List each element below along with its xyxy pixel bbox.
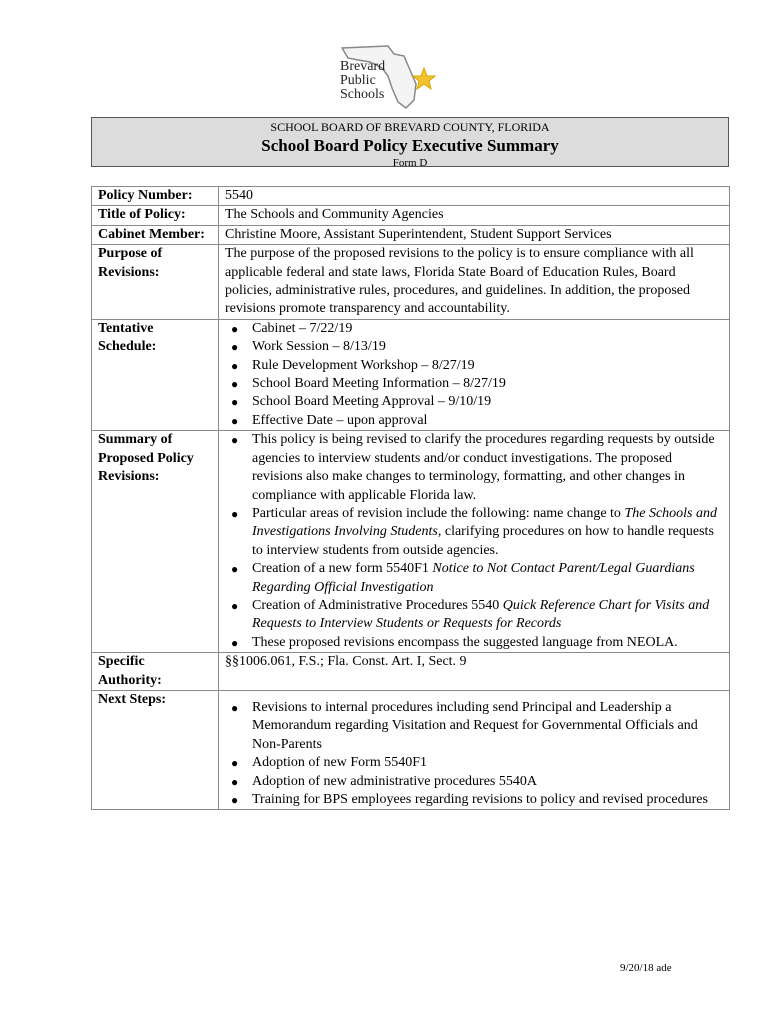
row-policy-number: [92, 187, 730, 206]
bullet-icon: ●: [231, 358, 239, 373]
row-schedule: [92, 319, 730, 430]
logo-line-3: Schools: [340, 87, 385, 102]
list-item: ● Creation of a new form 5540F1 Notice to Not Contact Parent/Legal Guardians Regarding Official Investigation: [231, 561, 695, 595]
schedule-label-line-2: Schedule:: [98, 339, 157, 355]
page-title: School Board Policy Executive Summary: [261, 136, 559, 155]
list-item: ● Creation of Administrative Procedures 5540 Quick Reference Chart for Visits and Requests to Interview Students or Requests for Records: [231, 597, 710, 632]
list-item: ● Adoption of new Form 5540F1: [225, 754, 725, 772]
authority-label-line-2: Authority:: [98, 672, 162, 688]
schedule-list-cell: [219, 319, 730, 430]
row-next-steps: [92, 690, 730, 809]
summary-label-line-1: Summary of: [98, 432, 173, 448]
logo-line-1: Brevard: [340, 59, 386, 74]
purpose-label: [92, 245, 219, 320]
row-title: [92, 206, 730, 225]
bullet-icon: ●: [231, 774, 239, 789]
list-item: ● School Board Meeting Information – 8/27/19: [225, 375, 725, 393]
authority-label: [92, 653, 219, 691]
policy-summary-table: [91, 186, 730, 810]
purpose-label-line-2: Revisions:: [98, 264, 160, 280]
authority-label-line-1: Specific: [98, 654, 145, 670]
title-label: Title of Policy:: [92, 206, 219, 225]
brevard-public-schools-logo: [330, 40, 440, 112]
row-summary: [92, 431, 730, 653]
logo-line-2: Public: [340, 73, 376, 88]
summary-list-cell: [219, 431, 730, 653]
cabinet-label: Cabinet Member:: [92, 225, 219, 244]
bullet-icon: ●: [231, 635, 239, 650]
list-item: ● These proposed revisions encompass the suggested language from NEOLA.: [225, 634, 725, 652]
list-item: ● School Board Meeting Approval – 9/10/19: [225, 393, 725, 411]
summary-label-line-2: Proposed Policy: [98, 450, 194, 466]
list-item: ● Effective Date – upon approval: [225, 412, 725, 430]
title-value: The Schools and Community Agencies: [219, 206, 730, 225]
summary-label-line-3: Revisions:: [98, 469, 160, 485]
summary-label: [92, 431, 219, 653]
next-steps-list-cell: [219, 690, 730, 809]
bullet-icon: ●: [231, 793, 239, 807]
footer-date: 9/20/18 ade: [620, 962, 672, 974]
schedule-label-line-1: Tentative: [98, 320, 154, 336]
list-item: ● Adoption of new administrative procedures 5540A: [225, 773, 725, 791]
cabinet-value: Christine Moore, Assistant Superintendent, Student Support Services: [219, 225, 730, 244]
form-label: Form D: [392, 157, 428, 169]
purpose-value: The purpose of the proposed revisions to the policy is to ensure compliance with all applicable federal and state laws, Florida State Board of Education Rules, Board policies, administrative rules, procedures, and guidelines. In addition, the proposed revisions promote transparency and accountability.: [219, 245, 730, 320]
bullet-icon: ●: [231, 598, 239, 613]
header-box: [91, 117, 729, 167]
schedule-label: [92, 319, 219, 430]
bullet-icon: ●: [231, 377, 239, 392]
list-item: ● Cabinet – 7/22/19: [225, 320, 725, 338]
policy-number-label: Policy Number:: [92, 187, 219, 206]
bullet-icon: ●: [231, 700, 239, 715]
schedule-list: [225, 320, 725, 430]
list-item: ● This policy is being revised to clarify the procedures regarding requests by outside agencies to interview students and/or conduct investigations. The proposed revisions also make changes to terminology, formatting, and other changes in compliance with applicable Florida law.: [231, 432, 715, 503]
bullet-icon: ●: [231, 321, 239, 336]
row-cabinet: [92, 225, 730, 244]
bullet-icon: ●: [231, 433, 239, 448]
list-item: ● Rule Development Workshop – 8/27/19: [225, 357, 725, 375]
bullet-icon: ●: [231, 340, 239, 355]
list-item: ● Particular areas of revision include the following: name change to The Schools and Investigations Involving Students, clarifying procedures on how to handle requests to interview students from outside agencies.: [231, 505, 717, 558]
school-board-name: SCHOOL BOARD OF BREVARD COUNTY, FLORIDA: [270, 120, 550, 134]
list-item: ● Revisions to internal procedures including send Principal and Leadership a Memorandum regarding Visitation and Request for Governmental Officials and Non-Parents: [231, 699, 698, 752]
bullet-icon: ●: [231, 395, 239, 410]
purpose-label-line-1: Purpose of: [98, 246, 163, 262]
summary-list: [225, 431, 725, 652]
list-item: ● Work Session – 8/13/19: [225, 338, 725, 356]
bullet-icon: ●: [231, 756, 239, 771]
bullet-icon: ●: [231, 506, 239, 521]
list-item: ● Training for BPS employees regarding revisions to policy and revised procedures: [225, 791, 725, 809]
authority-value: §§1006.061, F.S.; Fla. Const. Art. I, Sect. 9: [219, 653, 730, 691]
row-purpose: [92, 245, 730, 320]
next-steps-list: [225, 699, 725, 809]
next-steps-label: Next Steps:: [92, 690, 219, 809]
row-authority: [92, 653, 730, 691]
bullet-icon: ●: [231, 562, 239, 577]
bullet-icon: ●: [231, 413, 239, 428]
policy-number-value: 5540: [219, 187, 730, 206]
